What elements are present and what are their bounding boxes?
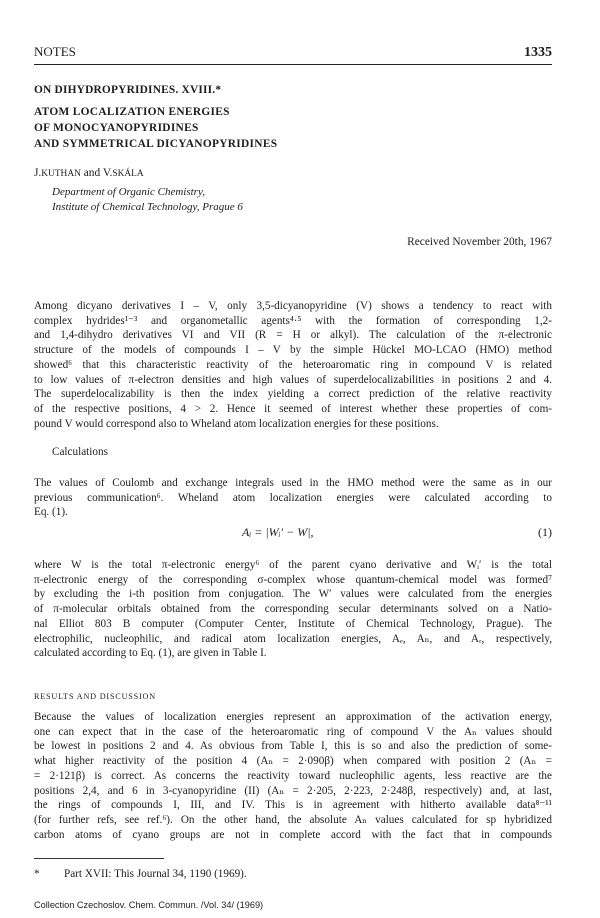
calculations-heading: Calculations [52,446,108,458]
method-paragraph [34,558,552,661]
title-line: OF MONOCYANOPYRIDINES [34,122,199,134]
text-line: the rings of compounds I, III, and IV. This is in agreement with hitherto available data⁸⁻¹¹ [34,799,552,812]
author-name: KUTHAN [41,169,81,179]
text-line: and 1,4-dihydro derivatives VI and VII (R = H or alkyl). The calculation of the π-electronic [34,329,552,342]
text-line: calculated according to Eq. (1), are given in Table I. [34,647,267,660]
text-line: Because the values of localization energies represent an approximation of the activation energy, [34,711,552,723]
author-connector: and [80,167,103,179]
text-line: = 2·121β) is correct. As concerns the reactivity toward nucleophilic agents, less reactive are the [34,769,552,782]
calculations-paragraph [34,476,552,520]
text-line: what higher reactivity of the position 4 (Aₙ = 2·090β) when compared with position 2 (Aₙ = [34,755,552,768]
equation-1 [34,525,552,543]
running-header [34,44,552,65]
author-name: SKÁLA [112,169,144,179]
title-line: ATOM LOCALIZATION ENERGIES [34,106,230,118]
text-line: The values of Coulomb and exchange integrals used in the HMO method were the same as in our [34,477,552,489]
text-line: The superdelocalizability is then the index yielding a correct prediction of the relative reactivity [34,388,552,401]
text-line: previous communication⁶. Wheland atom localization energies were calculated according to [34,491,552,504]
article-title [34,104,277,152]
text-line: structure of the models of compounds I – V by the simple Hückel MO-LCAO (HMO) method [34,344,552,357]
equation-formula: Aᵢ = |Wᵢ′ − W|, [242,525,314,539]
text-line: where W is the total π-electronic energy⁶ of the parent cyano derivative and Wᵢ′ is the total [34,559,552,571]
author-initial: J. [34,167,42,179]
text-line: positions 2,4, and 6 in 3-cyanopyridine (II) (Aₙ = 2·205, 2·223, 2·248β, respectively) and, at last, [34,784,552,797]
results-heading: RESULTS AND DISCUSSION [34,692,156,701]
affiliation [52,185,243,215]
text-line: of π-molecular orbitals obtained from the corresponding secular determinants solved on a Natio- [34,603,552,616]
text-line: Eq. (1). [34,506,68,519]
text-line: complex hydrides¹⁻³ and organometallic agents⁴·⁵ with the formation of corresponding 1,2- [34,314,552,327]
text-line: nal Elliot 803 B computer (Computer Center, Institute of Chemical Technology, Prague). The [34,617,552,630]
footnote-mark: * [34,868,40,880]
text-line: carbon atoms of cyano groups are not in complete accord with the fact that in compounds [34,828,552,841]
text-line: Among dicyano derivatives I – V, only 3,5-dicyanopyridine (V) shows a tendency to react with [34,300,552,312]
title-line: AND SYMMETRICAL DICYANOPYRIDINES [34,138,278,150]
journal-citation: Collection Czechoslov. Chem. Commun. /Vol. 34/ (1969) [34,900,264,910]
author-initial: V. [102,167,113,179]
journal-page [34,44,552,910]
text-line: to low values of π-electron densities and high values of superdelocalizabilities in positions 2 and 4. [34,373,552,386]
authors [34,167,144,179]
received-date: Received November 20th, 1967 [407,236,552,248]
section-label: NOTES [34,44,76,59]
intro-paragraph [34,299,552,431]
text-line: of the respective positions, 4 > 2. Hence it seemed of interest whether these properties of com- [34,402,552,415]
footnote-text: Part XVII: This Journal 34, 1190 (1969). [64,868,247,880]
text-line: showed⁶ that this characteristic reactivity of the heteroaromatic ring in compound V is related [34,358,552,371]
text-line: electrophilic, nucleophilic, and radical atom localization energies, Aₑ, Aₙ, and Aᵣ, respectively, [34,632,552,645]
footnote-rule [34,858,164,859]
series-title: ON DIHYDROPYRIDINES. XVIII.* [34,84,222,96]
affiliation-line: Institute of Chemical Technology, Prague 6 [52,201,243,213]
page-number: 1335 [524,45,552,60]
text-line: pound V would correspond also to Wheland atom localization energies for these positions. [34,417,439,430]
text-line: by excluding the i-th position from conjugation. The W′ values were calculated from the energies [34,588,552,601]
results-paragraph [34,710,552,842]
affiliation-line: Department of Organic Chemistry, [52,186,205,198]
text-line: π-electronic energy of the corresponding σ-complex whose quantum-chemical model was formed⁷ [34,573,552,586]
equation-number: (1) [538,525,552,539]
text-line: be lowest in positions 2 and 4. As obvious from Table I, this is so and also the prediction of some- [34,740,552,753]
text-line: (for further refs, see ref.⁶). On the other hand, the absolute Aₙ values calculated for sp hybridized [34,813,552,826]
text-line: one can expect that in the case of the heteroaromatic ring of compound V the Aₙ values should [34,725,552,738]
